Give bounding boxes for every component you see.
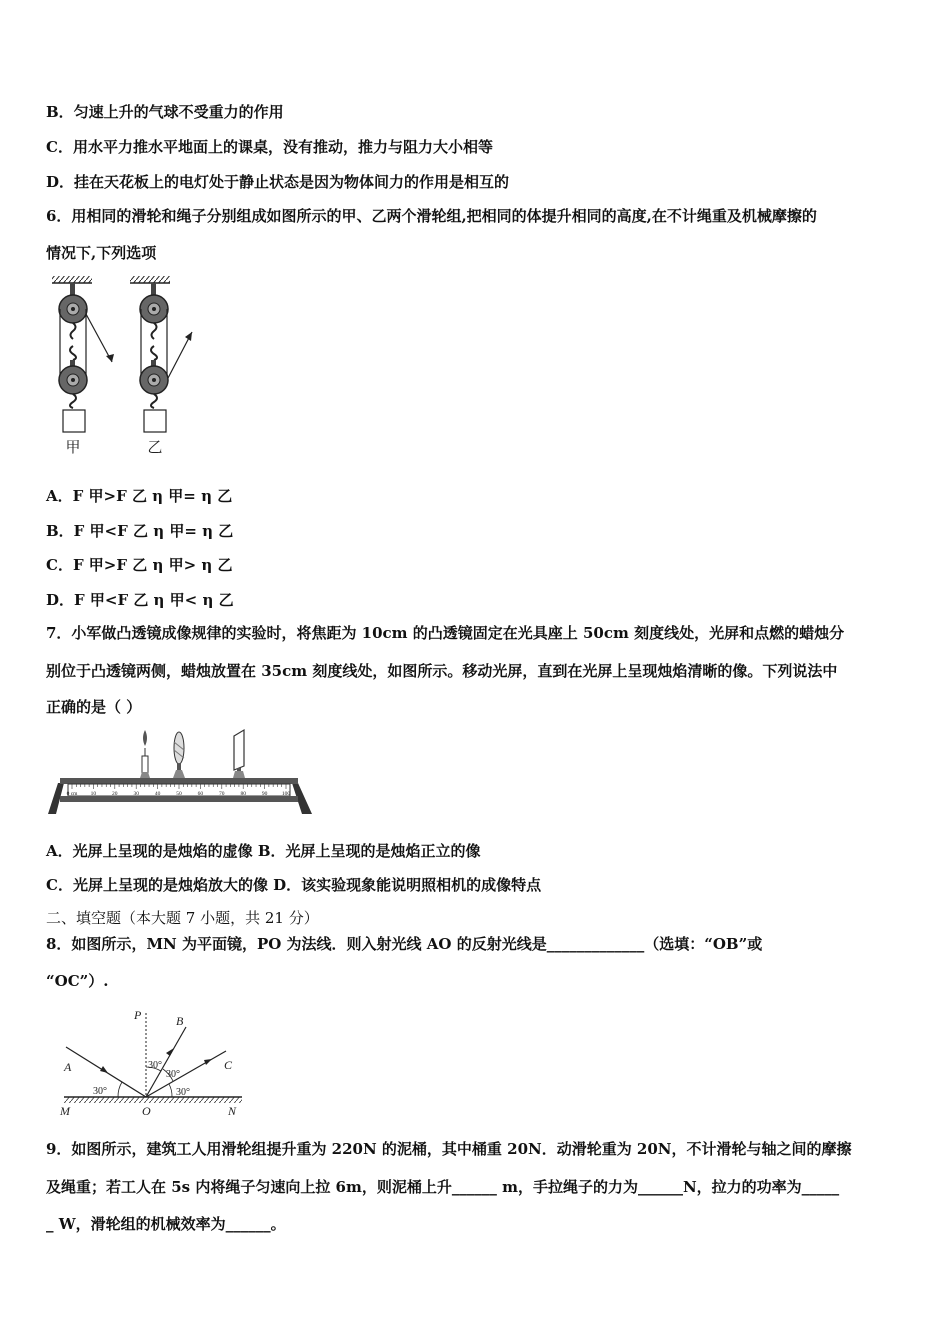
q6-stem-line1: 6．用相同的滑轮和绳子分别组成如图所示的甲、乙两个滑轮组,把相同的体提升相同的高度,在不计绳重及机械摩擦的 xyxy=(46,207,817,225)
label-o: O xyxy=(142,1104,151,1118)
optical-bench xyxy=(46,728,316,820)
angle-label-c: 30° xyxy=(166,1069,180,1080)
ruler-tick-label: 20 xyxy=(112,791,118,797)
q7-stem-line2: 别位于凸透镜两侧，蜡烛放置在 35cm 刻度线处，如图所示。移动光屏，直到在光屏上呈现烛焰清晰的像。下列说法中 xyxy=(46,662,838,680)
ruler-tick-label: 70 xyxy=(219,791,225,797)
ruler-tick-label: 0 cm xyxy=(66,791,78,797)
angle-label-b: 30° xyxy=(148,1060,162,1071)
label-a: A xyxy=(64,1060,72,1074)
light-screen xyxy=(233,730,245,778)
q6-option-b: B．F 甲<F 乙 η 甲= η 乙 xyxy=(46,522,234,540)
q6-pulley-figure xyxy=(46,274,206,459)
pulley-system-right xyxy=(130,276,192,432)
label-c: C xyxy=(224,1058,233,1072)
q6-option-c: C．F 甲>F 乙 η 甲> η 乙 xyxy=(46,556,233,574)
ruler-tick-label: 100 xyxy=(281,791,291,797)
q9-stem-line2: 及绳重；若工人在 5s 内将绳子匀速向上拉 6m，则泥桶上升______ m，手拉绳子的力为______N，拉力的功率为_____ xyxy=(46,1178,840,1196)
q7-optical-bench-figure xyxy=(46,728,316,820)
q8-stem-line2: “OC”）. xyxy=(46,972,109,990)
reflection-diagram xyxy=(56,1005,256,1120)
q5-option-c: C．用水平力推水平地面上的课桌，没有推动，推力与阻力大小相等 xyxy=(46,138,493,156)
ruler-tick-label: 40 xyxy=(154,791,161,797)
q5-option-d: D．挂在天花板上的电灯处于静止状态是因为物体间力的作用是相互的 xyxy=(46,173,510,191)
q6-stem-line2: 情况下,下列选项 xyxy=(46,244,157,262)
label-yi: 乙 xyxy=(147,440,163,456)
label-p: P xyxy=(134,1008,142,1022)
label-n: N xyxy=(228,1104,237,1118)
candle xyxy=(140,730,150,778)
mirror-hatch xyxy=(64,1097,242,1103)
ruler-tick-label: 60 xyxy=(197,791,204,797)
label-m: M xyxy=(60,1104,70,1118)
q7-options-cd: C．光屏上呈现的是烛焰放大的像 D．该实验现象能说明照相机的成像特点 xyxy=(46,876,542,894)
ruler-tick-label: 30 xyxy=(133,791,139,797)
q6-option-a: A．F 甲>F 乙 η 甲= η 乙 xyxy=(46,487,233,505)
q9-stem-line3: _ W，滑轮组的机械效率为______。 xyxy=(46,1215,286,1233)
pulley-system-left xyxy=(52,276,114,432)
q7-options-ab: A．光屏上呈现的是烛焰的虚像 B．光屏上呈现的是烛焰正立的像 xyxy=(46,842,481,860)
label-jia: 甲 xyxy=(65,440,81,456)
ruler-tick-label: 80 xyxy=(240,791,246,797)
q8-stem-line1: 8．如图所示，MN 为平面镜，PO 为法线．则入射光线 AO 的反射光线是_____________（选填：“OB”或 xyxy=(46,935,763,953)
q5-option-b: B．匀速上升的气球不受重力的作用 xyxy=(46,103,284,121)
pulley-diagram xyxy=(46,274,206,459)
q6-option-d: D．F 甲<F 乙 η 甲< η 乙 xyxy=(46,591,234,609)
angle-label-a: 30° xyxy=(93,1086,107,1097)
convex-lens xyxy=(173,732,185,778)
q9-stem-line1: 9．如图所示，建筑工人用滑轮组提升重为 220N 的泥桶，其中桶重 20N．动滑轮重为 20N，不计滑轮与轴之间的摩擦 xyxy=(46,1140,852,1158)
section2-title: 二、填空题（本大题 7 小题，共 21 分） xyxy=(46,909,319,927)
q7-stem-line1: 7．小军做凸透镜成像规律的实验时，将焦距为 10cm 的凸透镜固定在光具座上 50cm 刻度线处，光屏和点燃的蜡烛分 xyxy=(46,624,845,642)
ruler-tick-label: 90 xyxy=(261,791,268,797)
label-b: B xyxy=(176,1014,184,1028)
ruler-tick-label: 50 xyxy=(176,791,182,797)
bench-rail-top xyxy=(60,778,298,784)
angle-label-d: 30° xyxy=(176,1087,190,1098)
q7-stem-line3: 正确的是（ ） xyxy=(46,698,142,716)
q8-reflection-figure xyxy=(56,1005,256,1120)
ruler-tick-label: 10 xyxy=(90,791,97,797)
